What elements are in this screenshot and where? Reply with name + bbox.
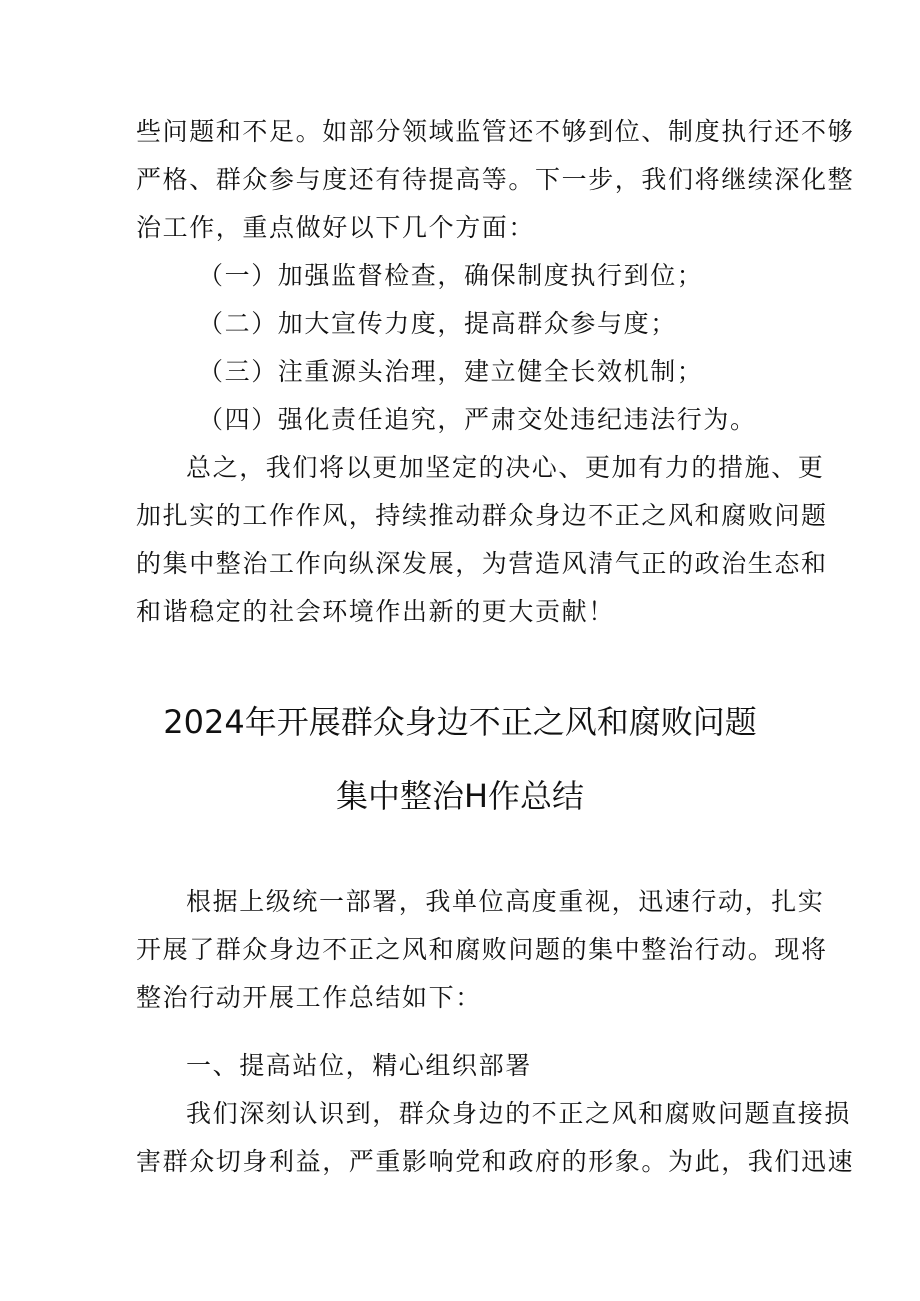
paragraph-line: 和谐稳定的社会环境作出新的更大贡献！ xyxy=(136,597,615,626)
article-title-line-1: 2024年开展群众身边不正之风和腐败问题 xyxy=(163,703,757,741)
paragraph-line: 整治行动开展工作总结如下： xyxy=(136,983,482,1012)
paragraph-line: 严格、群众参与度还有待提高等。下一步，我们将继续深化整 xyxy=(136,165,855,194)
list-item: （四）强化责任追究，严肃交处违纪违法行为。 xyxy=(198,405,757,434)
paragraph-line: 害群众切身利益，严重影响党和政府的形象。为此，我们迅速 xyxy=(136,1147,855,1176)
paragraph-line: 我们深刻认识到，群众身边的不正之风和腐败问题直接损 xyxy=(186,1099,852,1128)
paragraph-line: 总之，我们将以更加坚定的决心、更加有力的措施、更 xyxy=(186,453,825,482)
paragraph-line: 的集中整治工作向纵深发展，为营造风清气正的政治生态和 xyxy=(136,549,828,578)
paragraph-line: 些问题和不足。如部分领域监管还不够到位、制度执行还不够 xyxy=(136,117,855,146)
section-heading: 一、提高站位，精心组织部署 xyxy=(186,1051,532,1080)
paragraph-line: 治工作，重点做好以下几个方面： xyxy=(136,213,536,242)
paragraph-line: 根据上级统一部署，我单位高度重视，迅速行动，扎实 xyxy=(186,887,825,916)
article-title-line-2: 集中整治H作总结 xyxy=(335,777,585,815)
list-item: （二）加大宣传力度，提高群众参与度； xyxy=(198,309,677,338)
list-item: （一）加强监督检查，确保制度执行到位； xyxy=(198,261,704,290)
paragraph-line: 开展了群众身边不正之风和腐败问题的集中整治行动。现将 xyxy=(136,935,828,964)
list-item: （三）注重源头治理，建立健全长效机制； xyxy=(198,357,704,386)
paragraph-line: 加扎实的工作作风，持续推动群众身边不正之风和腐败问题 xyxy=(136,501,828,530)
